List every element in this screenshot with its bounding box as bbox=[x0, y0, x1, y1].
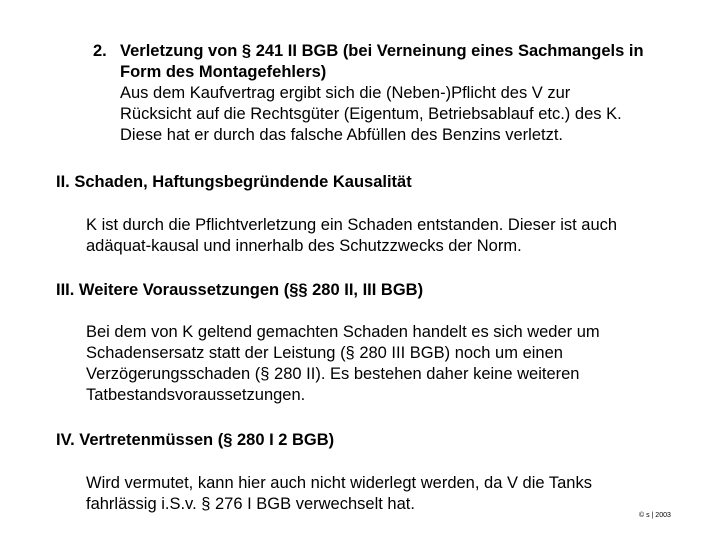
section-body-line: Tatbestandsvoraussetzungen. bbox=[86, 386, 306, 404]
section-body bbox=[86, 473, 592, 515]
item-body-line: Rücksicht auf die Rechtsgüter (Eigentum, Betriebsablauf etc.) des K. bbox=[120, 105, 622, 123]
section-heading: III. Weitere Voraussetzungen (§§ 280 II, III BGB) bbox=[56, 281, 424, 299]
item-title-line: Form des Montagefehlers) bbox=[120, 63, 327, 81]
section-body bbox=[86, 322, 600, 406]
section-body-line: Bei dem von K geltend gemachten Schaden handelt es sich weder um bbox=[86, 323, 600, 341]
copyright-notice: © s | 2003 bbox=[639, 512, 671, 519]
item-number: 2. bbox=[93, 42, 107, 60]
section-body-line: Verzögerungsschaden (§ 280 II). Es bestehen daher keine weiteren bbox=[86, 365, 580, 383]
item-body-line: Aus dem Kaufvertrag ergibt sich die (Neben-)Pflicht des V zur bbox=[120, 84, 571, 102]
section-body-line: adäquat-kausal und innerhalb des Schutzzwecks der Norm. bbox=[86, 237, 522, 255]
section-body-line: fahrlässig i.S.v. § 276 I BGB verwechselt hat. bbox=[86, 495, 415, 513]
item-title-line: Verletzung von § 241 II BGB (bei Verneinung eines Sachmangels in bbox=[120, 42, 644, 60]
section-body-line: Wird vermutet, kann hier auch nicht widerlegt werden, da V die Tanks bbox=[86, 474, 592, 492]
section-heading: IV. Vertretenmüssen (§ 280 I 2 BGB) bbox=[56, 431, 335, 449]
item-2-block bbox=[120, 41, 644, 146]
section-body-line: K ist durch die Pflichtverletzung ein Schaden entstanden. Dieser ist auch bbox=[86, 216, 618, 234]
item-body-line: Diese hat er durch das falsche Abfüllen des Benzins verletzt. bbox=[120, 126, 563, 144]
section-body-line: Schadensersatz statt der Leistung (§ 280 III BGB) noch um einen bbox=[86, 344, 563, 362]
section-body bbox=[86, 215, 617, 257]
section-heading: II. Schaden, Haftungsbegründende Kausalität bbox=[56, 173, 412, 191]
